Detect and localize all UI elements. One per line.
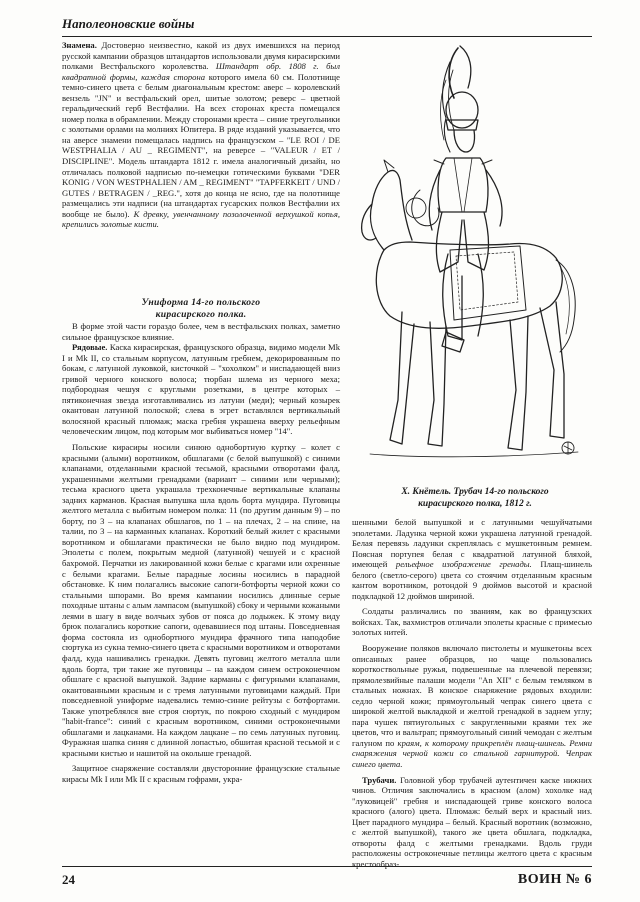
header-rule [62, 36, 592, 37]
banners-text-2: которого имела 60 см. Полотнище темно-синего цвета с белым диагональным крестом: аверс – королевский вензель "JN" и вестфальский орел, шитые золотом; реверс – цветной геральдический герб Вестфалии. На всех сторонах креста помещался номер полка в обрамлении. Между сторонами креста – синие треугольники с золотыми орлами на молниях Юпитера. В ряде изданий указывается, что на аверсе знамени помещалась надпись на французском – "LE ROI / DE WESTPHALIA / AU _ REGIMENT", на реверсе – "VALEUR / ET / DISCIPLINE". Модель штандарта 1812 г. имела аналогичный дизайн, но отличалась полковой надписью по-немецки готическими буквами "DER KONIG / VON WESTPHALIEN / AM _ REGIMENT" "TAPFERKEIT / UND / GUTES / BETRAGEN / _REG.", хотя до конца не ясно, где на полотнище размещались эти надписи (на штандартах гусарских полков Вестфалии их вообще не было). [62, 71, 340, 219]
trumpeters-text: Головной убор трубачей аутентичен каске нижних чинов. Отличия заключались в красном (алом) хохолке над "луковицей" гребня и ниспадающей гриве конского волоса красного (алого) цвета. Плюмаж: белый верх и красный низ. Цвет парадного мундира – белый. Красный воротник (возможно, с желтой выпушкой), такого же цвета обшлага, подкладка, отвороты фалд с желтыми гренадками. Вдоль груди расположены остроконечные петлицы желтого цвета с красным крестообраз- [352, 774, 592, 869]
equipment-text: шенными белой выпушкой и с латунными чешуйчатыми эполетами. Ладунка черной кожи украшена латунной гренадой. Белая перевязь ладунки скреплялась с мушкетонным ремнем. Поясная портупея белая с квадратной латунной бляхой, имеющей [352, 517, 592, 570]
trumpeters-lead: Трубачи. [362, 774, 397, 785]
paragraph-weapons [352, 643, 592, 770]
running-header [62, 14, 592, 36]
equipment-italic-text: рельефное изображение гренады. [395, 559, 532, 570]
banners-italic-text-2: К древку, увенчанному позолоченной верхушкой копья, крепились золотые кисти. [62, 208, 340, 230]
paragraph-privates [62, 342, 340, 437]
section-title-line2: кирасирского полка. [155, 309, 247, 320]
paragraph-banners [62, 40, 340, 230]
caption-line2: кирасирского полка, 1812 г. [418, 499, 532, 509]
caption-line1: Х. Кнётель. Трубач 14-го польского [401, 487, 549, 497]
equipment-text-2: Плащ-шинель белого (светло-серого) цвета со стоячим отделанным красным кантом воротником, ротондой 9 дюймов высотой и красной подкладкой 12 дюймов шириной. [352, 559, 592, 601]
privates-lead: Рядовые. [72, 342, 108, 353]
section-title-line1: Униформа 14-го польского [141, 297, 261, 308]
page-number: 24 [62, 872, 75, 887]
paragraph-intro: В форме этой части гораздо более, чем в вестфальских полках, заметно сильное французское влияние. [62, 321, 340, 342]
left-column-top [62, 40, 340, 230]
banners-italic-text: Штандарт обр. 1808 г. был квадратной формы, каждая сторона [62, 61, 340, 82]
banners-text: Достоверно неизвестно, какой из двух имевшихся на период русской кампании образцов штандартов использовали двумя кирасирскими полками Вестфальского королевства. [62, 40, 340, 72]
paragraph-equipment [352, 517, 592, 601]
page-footer [62, 866, 592, 890]
figure-caption [370, 486, 580, 510]
privates-text: Каска кирасирская, французского образца, видимо модели Mk I и Mk II, со стальным корпусом, латунным гребнем, декорированным по бокам, с латунной луковкой, кисточкой – "хохолком" и ниспадающей вниз гривой черного конского волоса; тюрбан шлема из черного меха; подбородная чешуя с круглыми розетками, в центре которых – пятиконечная звезда изготавливались из латуни (меди); черный козырек окантован латунной полоской; слева в эгрет вставлялся вертикальный волосяной красный плюмаж; маска гребня украшена вверху рельефным человеческим лицом, под которым мог выбиваться номер "14". [62, 342, 340, 437]
weapons-italic-text: краям, к которому прикреплён плащ-шинель. Ремни снаряжения черной кожи со стальной гарнитурой. Чепрак синего цвета. [352, 737, 592, 770]
banners-lead: Знамена. [62, 40, 97, 50]
right-column [352, 517, 592, 870]
paragraph-armor: Защитное снаряжение составляли двусторонние французские стальные кирасы Mk I или Mk II с красным гофрами, укра- [62, 763, 340, 784]
magazine-name: ВОИН № 6 [517, 872, 592, 887]
running-header-title: Наполеоновские войны [62, 16, 195, 31]
trumpeter-illustration [350, 40, 590, 480]
footer-rule [62, 866, 592, 867]
weapons-text: Вооружение поляков включало пистолеты и мушкетоны всех описанных ранее образцов, но чаще пользовались короткоствольные ружья, подвешенные на плечевой перевязи; прямолезвийные палаши модели "An XII" с белым темляком в стальных ножнах. В конское снаряжение рядовых входили: седло черной кожи; прямоугольный чепрак синего цвета с широкой желтой выкладкой и желтой гренадкой в заднем углу; пара чушек пятиугольных с закругленными краями тех же цветов, что и вальтрап; прямоугольный синий чемодан с желтым галуном по [352, 643, 592, 748]
paragraph-trumpeters [352, 775, 592, 870]
paragraph-ranks: Солдаты различались по званиям, как во французских войсках. Так, вахмистров отличали эполеты красные с примесью золотых нитей. [352, 606, 592, 638]
left-column-bottom [62, 297, 340, 785]
paragraph-uniform: Польские кирасиры носили синюю однобортную куртку – колет с красными (алыми) воротником, обшлагами (с белой выпушкой) с синими клапанами, отделанными красной тесьмой, красными отворотами фалд, украшенными желтыми гренадками (вариант – синими или черными); тесьма красного цвета украшала трехконечные вертикальные клапаны задних карманов. Красная выпушка шла вдоль борта мундира. Пуговицы желтого металла с выбитым номером полка: 11 (по другим данным 9) – по борту, по 3 – на клапанах обшлагов, по 1 – на плечах, 2 – на спине, на талии, по 3 – на карманных клапанах. Короткий белый жилет с красными воротником и обшлагами практически не было видно под мундиром. Эполеты с полем, покрытым медной (латунной) чешуей и с красной бахромой. Перчатки из лакированной кожи белые с крагами или охренные с белыми крагами. Белые парадные лосины носились в парадной обстановке. К ним полагались высокие сапоги-ботфорты черной кожи со стальными шпорами. Во время кампании носились длинные серые походные штаны с алым лампасом (выпушкой) сбоку и черными кожаными леями в шагу в виде волчьих зубов от пояса до лодыжек. К этому виду брюк полагались короткие сапоги, одевавшиеся под штаны. Повседневная форма состояла из однобортного мундира фрачного типа наподобие сюртука из сукна темно-синего цвета с красными воротником и отворотами фалд, куда нашивались гренадки. Девять пуговиц желтого металла шли вдоль борта, три такие же пуговицы – на каждом синем остроконечном обшлаге с красной выпушкой. Задние карманы с фигурными клапанами, окантованными красным и с тремя латунными пуговицами каждый. При повседневной униформе надевались темно-синие рейтузы с ботфортами. Также употреблялся вне строя сюртук, по покрою сходный с мундиром "habit-france": синий с красным воротником, синими остроконечными обшлагами и лацканами. На каждом лацкане – по семь латунных пуговиц. Фуражная шапка синяя с длинной лопастью, обшитая красной тесьмой и с красными кистью и нашитой на околыше гренадой. [62, 442, 340, 758]
